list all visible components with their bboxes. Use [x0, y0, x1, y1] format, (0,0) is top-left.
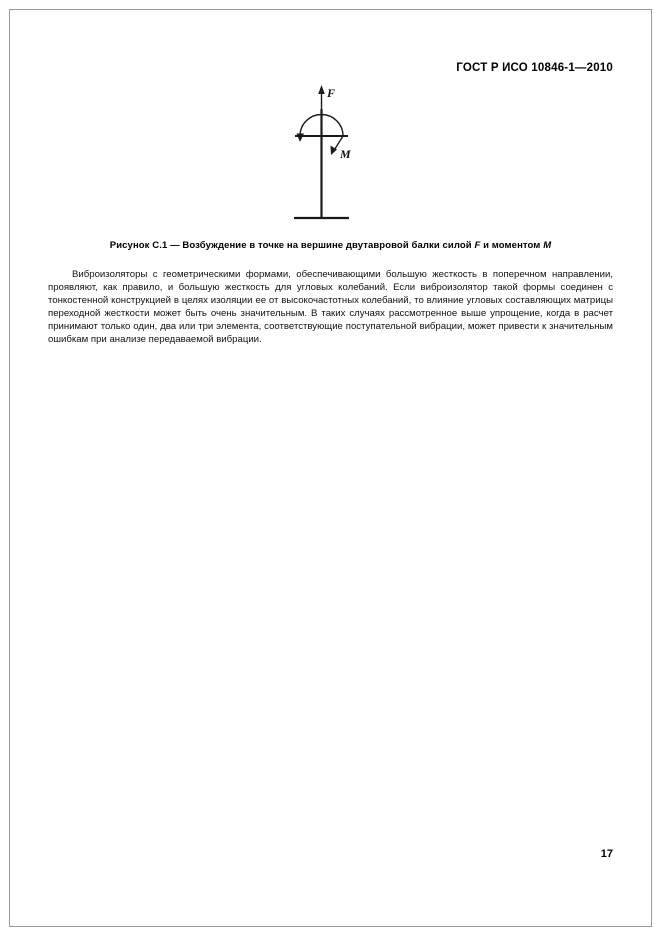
figure-caption [0, 240, 661, 251]
moment-label: M [340, 147, 351, 161]
page-number: 17 [600, 848, 613, 860]
document-header: ГОСТ Р ИСО 10846-1—2010 [456, 62, 613, 74]
force-label: F [327, 86, 336, 100]
figure-caption-prefix: Рисунок С.1 — Возбуждение в точке на вершине двутавровой балки силой [109, 240, 475, 251]
figure-caption-middle: и моментом [480, 240, 544, 251]
body-paragraph: Виброизоляторы с геометрическими формами, обеспечивающими большую жесткость в поперечном направлении, проявляют, как правило, и большую жесткость для угловых колебаний. Если виброизолятор такой формы соединен с тонкостенной конструкцией в целях изоляции ее от высокочастотных колебаний, то влияние угловых составляющих матрицы переходной жесткости может быть очень значительным. В таких случаях рассмотренное выше упрощение, когда в расчет принимают только один, два или три элемента, соответствующие поступательной вибрации, может привести к значительным ошибкам при анализе передаваемой вибрации. [48, 269, 613, 346]
figure-c1-drawing [0, 85, 661, 230]
figure-c1 [0, 85, 661, 230]
figure-caption-force-symbol: F [474, 240, 481, 251]
figure-caption-moment-symbol: M [543, 240, 552, 251]
